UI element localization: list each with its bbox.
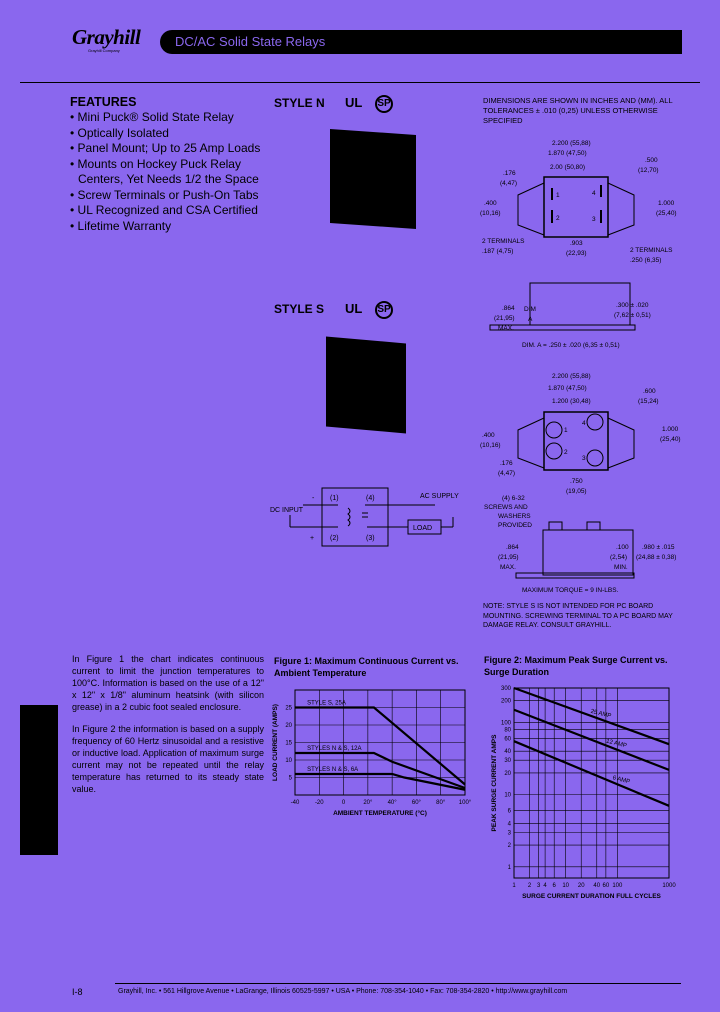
dim-label: .400: [484, 200, 497, 207]
dim-label: DIM. A = .250 ± .020 (6,35 ± 0,51): [522, 342, 620, 349]
ul-mark-icon: UL: [345, 95, 363, 110]
series-label: 6 AMP: [611, 775, 631, 786]
dim-label: 1.200 (30,48): [552, 398, 591, 405]
y-tick-label: 25: [285, 705, 292, 712]
series-label: 12 AMP: [605, 738, 628, 750]
x-tick-label: 1: [512, 883, 516, 889]
dim-label: 3: [582, 455, 586, 462]
dim-label: 2.200 (55,88): [552, 373, 591, 380]
dim-label: (10,16): [480, 442, 501, 449]
page-number: I-8: [72, 987, 83, 997]
dim-label: 2 TERMINALS: [482, 238, 525, 245]
y-tick-label: 60: [504, 736, 511, 743]
dim-label: .903: [570, 240, 583, 247]
dim-label: (25,40): [656, 210, 677, 217]
y-tick-label: 15: [285, 740, 292, 747]
dim-label: .176: [500, 460, 513, 467]
x-tick-label: 100°: [458, 800, 472, 806]
style-s-dimension-drawing: [470, 360, 720, 600]
features-heading: FEATURES: [70, 95, 137, 109]
y-tick-label: 300: [500, 686, 511, 692]
x-tick-label: 6: [552, 883, 556, 889]
dim-label: .750: [570, 478, 583, 485]
x-tick-label: 40: [593, 883, 601, 889]
dim-label: 2.00 (50,80): [550, 164, 586, 171]
dim-label: (24,88 ± 0,38): [636, 554, 677, 561]
dim-label: (12,70): [638, 167, 659, 174]
relay-style-s-photo: [326, 337, 406, 434]
y-tick-label: 6: [507, 808, 511, 815]
y-tick-label: 1: [507, 864, 511, 871]
dim-label: SCREWS AND: [484, 504, 528, 511]
dim-label: .187 (4,75): [482, 248, 514, 255]
figure-2-title: Figure 2: Maximum Peak Surge Current vs. Surge Duration: [484, 655, 668, 677]
x-axis-title: SURGE CURRENT DURATION FULL CYCLES: [522, 893, 661, 900]
csa-mark-icon: SP: [375, 301, 393, 319]
x-tick-label: 4: [543, 883, 547, 889]
dim-label: 4: [592, 190, 596, 197]
dim-label: (4,47): [498, 470, 515, 477]
dim-label: 1: [564, 427, 568, 434]
dim-label: 2: [556, 215, 560, 222]
dim-label: (7,62 ± 0,51): [614, 312, 651, 319]
dim-label: 2 TERMINALS: [630, 247, 673, 254]
dim-label: (22,93): [566, 250, 587, 257]
dim-label: 2: [564, 449, 568, 456]
dim-label: .864: [506, 544, 519, 551]
feature-item: • Mounts on Hockey Puck Relay Centers, Yet Needs 1/2 the Space: [70, 157, 270, 188]
y-tick-label: 200: [500, 698, 511, 705]
dim-label: .176: [503, 170, 516, 177]
series-line: [514, 710, 669, 770]
dim-label: MAX.: [498, 325, 514, 332]
figure-1-chart: [270, 680, 475, 825]
minus-sign: -: [312, 495, 315, 502]
ac-supply-label: AC SUPPLY: [420, 493, 459, 500]
dim-label: MAXIMUM TORQUE = 9 IN-LBS.: [522, 587, 619, 594]
dim-label: WASHERS: [498, 513, 531, 520]
y-tick-label: 30: [504, 758, 511, 765]
series-line: [514, 688, 669, 744]
dim-label: .864: [502, 305, 515, 312]
y-tick-label: 10: [285, 758, 292, 764]
footer-contact: Grayhill, Inc. • 561 Hillgrove Avenue • LaGrange, Illinois 60525-5997 • USA • Phone: 708-354-1040 • Fax: 708-354-2820 • http://www.grayhill.com: [118, 988, 568, 995]
dim-label: (10,16): [480, 210, 501, 217]
dim-label: (15,24): [638, 398, 659, 405]
series-label: STYLE S, 25A: [307, 700, 346, 707]
x-tick-label: -20: [314, 800, 324, 806]
dim-label: .300 ± .020: [616, 302, 649, 309]
dim-label: .250 (6,35): [630, 257, 662, 264]
csa-mark-icon: SP: [375, 95, 393, 113]
y-tick-label: 4: [507, 821, 511, 828]
x-tick-label: -40: [290, 800, 300, 806]
series-line: [295, 774, 465, 790]
style-s-note: NOTE: STYLE S IS NOT INTENDED FOR PC BOARD MOUNTING. SCREWING TERMINAL TO A PC BOARD MAY DAMAGE RELAY. CONSULT GRAYHILL.: [483, 603, 673, 629]
pin-label: (2): [330, 535, 339, 542]
dim-label: (4) 6-32: [502, 495, 525, 502]
dim-label: PROVIDED: [498, 522, 532, 529]
circuit-diagram: [270, 480, 475, 552]
dim-label: 1: [556, 192, 560, 199]
style-s-label: STYLE S: [274, 302, 325, 316]
dimensions-note: DIMENSIONS ARE SHOWN IN INCHES AND (MM). ALL TOLERANCES ± .010 (0,25) UNLESS OTHERWISE SPECIFIED: [483, 96, 673, 125]
footer-divider: [115, 983, 681, 984]
x-tick-label: 80°: [436, 800, 446, 806]
x-tick-label: 1000: [662, 883, 676, 889]
style-n-dimension-drawing: [470, 125, 720, 355]
dim-label: MIN.: [614, 564, 628, 571]
x-tick-label: 60: [602, 883, 610, 889]
y-tick-label: 40: [504, 749, 511, 756]
feature-item: • Mini Puck® Solid State Relay: [70, 110, 270, 126]
dim-label: 4: [582, 420, 586, 427]
series-label: STYLES N & S, 12A: [307, 746, 362, 752]
feature-item: • Lifetime Warranty: [70, 219, 270, 235]
x-tick-label: 40°: [387, 800, 397, 806]
y-tick-label: 10: [504, 792, 511, 799]
figure-2-chart: [484, 680, 684, 905]
x-tick-label: 3: [536, 883, 541, 889]
x-tick-label: 100: [612, 883, 623, 889]
style-n-label: STYLE N: [274, 96, 325, 110]
dim-label: MAX.: [500, 564, 516, 571]
plus-sign: +: [310, 535, 315, 542]
figure-description: [72, 653, 264, 805]
y-axis-title: LOAD CURRENT (AMPS): [272, 704, 279, 781]
dim-label: (21,95): [494, 315, 515, 322]
y-tick-label: 3: [507, 830, 511, 837]
load-label: LOAD: [413, 525, 433, 532]
series-label: STYLES N & S, 6A: [307, 767, 359, 773]
dim-label: A: [528, 316, 533, 323]
dim-label: 1.870 (47,50): [548, 150, 587, 157]
y-tick-label: 20: [285, 723, 292, 729]
y-tick-label: 2: [507, 843, 511, 850]
x-tick-label: 0: [341, 800, 346, 806]
paragraph: In Figure 1 the chart indicates continuous current to limit the junction temperatures to 100°C. Information is based on the use of a 12" x 12" x 1/8" aluminum heatsink (with silicon grease) in a 2 cubic foot sealed enclosure.: [72, 654, 264, 712]
dim-label: 2.200 (55,88): [552, 140, 591, 147]
y-tick-label: 20: [504, 770, 511, 777]
ul-mark-icon: UL: [345, 301, 363, 316]
x-axis-title: AMBIENT TEMPERATURE (°C): [333, 810, 427, 817]
logo-subtext: Grayhill Company: [88, 48, 120, 53]
relay-style-n-photo: [330, 129, 416, 229]
figure-1-title: Figure 1: Maximum Continuous Current vs. Ambient Temperature: [274, 656, 459, 678]
dim-label: .980 ± .015: [642, 544, 675, 551]
feature-item: • Screw Terminals or Push-On Tabs: [70, 188, 270, 204]
features-section: [70, 95, 270, 234]
dim-label: 1.000: [658, 200, 675, 207]
dim-label: .500: [645, 157, 658, 164]
pin-label: (4): [366, 495, 375, 502]
x-tick-label: 2: [527, 883, 532, 889]
paragraph: In Figure 2 the information is based on a supply frequency of 60 Hertz sinusoidal and a resistive or inductive load. Application of maximum surge current may not be repeated until the relay temperature has returned to its steady state value.: [72, 724, 264, 794]
x-tick-label: 60°: [411, 800, 421, 806]
title-bar: [160, 30, 682, 54]
dim-label: 1.000: [662, 426, 679, 433]
x-tick-label: 10: [562, 883, 570, 889]
grayhill-logo: [72, 26, 154, 56]
header-divider: [20, 82, 700, 83]
dim-label: (21,95): [498, 554, 519, 561]
y-tick-label: 100: [500, 720, 511, 727]
y-tick-label: 80: [504, 727, 511, 734]
feature-item: • Panel Mount; Up to 25 Amp Loads: [70, 141, 270, 157]
y-tick-label: 5: [288, 775, 292, 782]
dim-label: .400: [482, 432, 495, 439]
page-title: DC/AC Solid State Relays: [175, 34, 326, 49]
dim-label: .100: [616, 544, 629, 551]
dim-label: .600: [643, 388, 656, 395]
dim-label: (19,05): [566, 488, 587, 495]
dim-label: (2,54): [610, 554, 627, 561]
x-tick-label: 20: [577, 883, 585, 889]
dim-label: (25,40): [660, 436, 681, 443]
dim-label: DIM: [524, 306, 536, 313]
dc-input-label: DC INPUT: [270, 507, 304, 514]
logo-text: Grayhill: [72, 25, 141, 49]
pin-label: (1): [330, 495, 339, 502]
dim-label: 3: [592, 216, 596, 223]
feature-item: • Optically Isolated: [70, 126, 270, 142]
series-label: 25 AMP: [589, 708, 612, 720]
x-tick-label: 20°: [363, 800, 373, 806]
section-tab: [20, 705, 58, 855]
pin-label: (3): [366, 535, 375, 542]
y-axis-title: PEAK SURGE CURRENT AMPS: [491, 734, 498, 832]
dim-label: (4,47): [500, 180, 517, 187]
dim-label: 1.870 (47,50): [548, 385, 587, 392]
feature-item: • UL Recognized and CSA Certified: [70, 203, 270, 219]
